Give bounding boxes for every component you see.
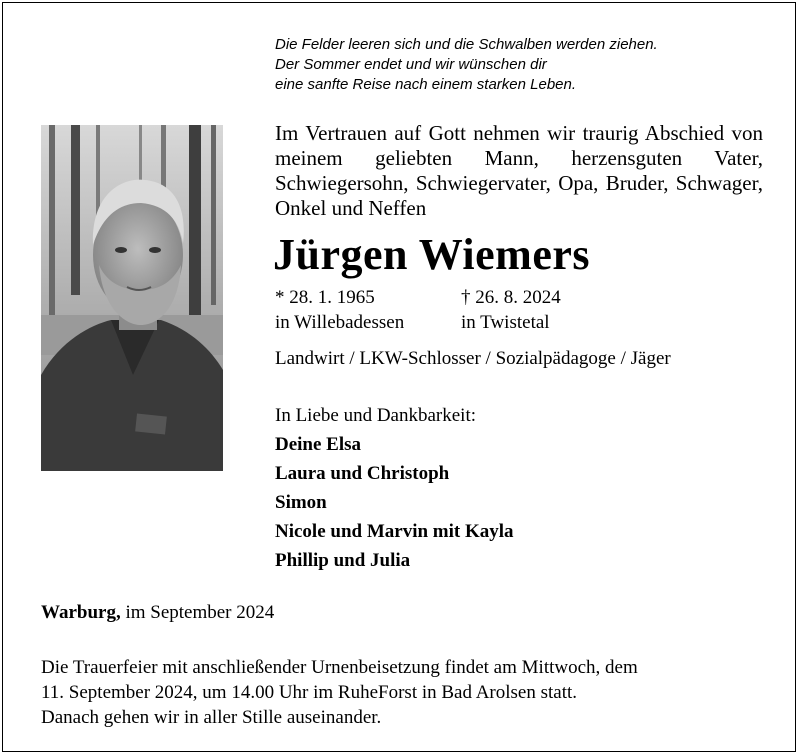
family-member: Simon [275,492,327,513]
obituary-frame [2,2,796,752]
service-line: Die Trauerfeier mit anschließender Urnenbeisetzung findet am Mittwoch, dem [41,657,638,678]
birth-date: * 28. 1. 1965 [275,287,375,308]
motto-line: eine sanfte Reise nach einem starken Leben. [275,76,577,93]
family-member: Nicole und Marvin mit Kayla [275,521,514,542]
portrait-photo [41,125,223,471]
deceased-name: Jürgen Wiemers [273,230,590,279]
family-member: Deine Elsa [275,434,362,455]
death-info [461,285,561,335]
birth-place: in Willebadessen [275,312,405,333]
service-notice [41,655,771,730]
intro-text: Im Vertrauen auf Gott nehmen wir traurig Abschied von meinem geliebten Mann, herzensguten Vater, Schwiegersohn, Schwiegervater, Opa, Bruder, Schwager, Onkel und Neffen [275,121,763,220]
family-member: Laura und Christoph [275,463,450,484]
place-date [41,600,274,625]
birth-info [275,285,404,335]
death-place: in Twistetal [461,312,550,333]
professions: Landwirt / LKW-Schlosser / Sozialpädagoge / Jäger [275,348,671,369]
service-line: Danach gehen wir in aller Stille auseinander. [41,707,382,728]
place-city: Warburg, [41,602,121,623]
service-line: 11. September 2024, um 14.00 Uhr im RuheForst in Bad Arolsen statt. [41,682,578,703]
motto-line: Der Sommer endet und wir wünschen dir [275,56,547,73]
death-date: † 26. 8. 2024 [461,287,561,308]
family-list [275,401,514,575]
family-member: Phillip und Julia [275,550,411,571]
family-lead: In Liebe und Dankbarkeit: [275,405,477,426]
place-month: im September 2024 [125,602,275,623]
motto-poem [275,35,658,95]
motto-line: Die Felder leeren sich und die Schwalben werden ziehen. [275,36,658,53]
